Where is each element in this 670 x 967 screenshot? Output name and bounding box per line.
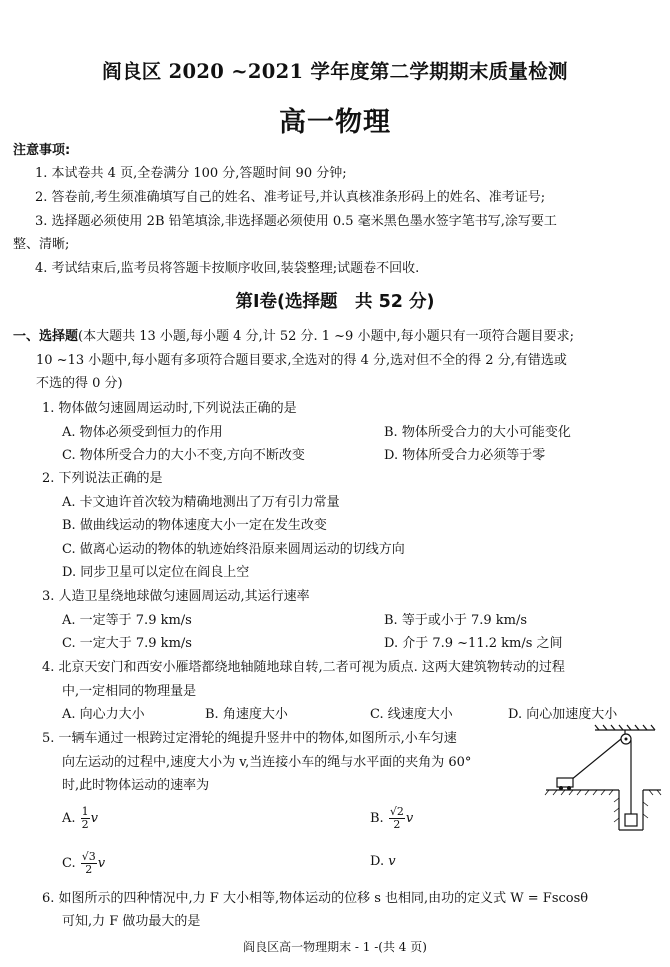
q5-figure-pulley-shaft — [543, 722, 663, 832]
q5-option-c: C. $\frac{√3}{2}$ v — [62, 850, 106, 876]
q4-option-d: D. 向心加速度大小 — [508, 707, 618, 722]
q1-option-c: C. 物体所受合力的大小不变,方向不断改变 — [62, 448, 305, 463]
q5-option-d: D. v — [370, 854, 396, 869]
cart-wheel-right — [567, 786, 571, 790]
q2-option-b: B. 做曲线运动的物体速度大小一定在发生改变 — [62, 518, 327, 533]
q4-stem-cont: 中,一定相同的物理量是 — [62, 684, 197, 699]
q3-stem: 3. 人造卫星绕地球做匀速圆周运动,其运行速率 — [42, 589, 310, 604]
hoisted-object — [625, 814, 637, 826]
q1-option-a: A. 物体必须受到恒力的作用 — [62, 425, 223, 440]
notice-heading: 注意事项: — [13, 143, 71, 158]
section-heading: 第Ⅰ卷(选择题 共 52 分) — [235, 292, 435, 312]
q4-option-b: B. 角速度大小 — [205, 707, 288, 722]
q2-option-a: A. 卡文迪许首次较为精确地测出了万有引力常量 — [62, 495, 340, 510]
notice-item-4: 4. 考试结束后,监考员将答题卡按顺序收回,装袋整理;试题卷不回收. — [35, 261, 420, 276]
notice-item-3: 3. 选择题必须使用 2B 铅笔填涂,非选择题必须使用 0.5 毫米黑色墨水签字笔书写,涂写要工 — [35, 214, 557, 229]
q3-option-c: C. 一定大于 7.9 km/s — [62, 636, 192, 651]
q5-option-b-fraction: $\frac{√2}{2}$ — [389, 805, 404, 831]
q1-stem: 1. 物体做匀速圆周运动时,下列说法正确的是 — [42, 401, 297, 416]
q1-option-b: B. 物体所受合力的大小可能变化 — [384, 425, 571, 440]
part-intro-line-3: 不选的得 0 分) — [36, 376, 123, 391]
q3-option-d: D. 介于 7.9 ~11.2 km/s 之间 — [384, 636, 563, 651]
q5-option-a-fraction: $\frac{1}{2}$ — [81, 805, 89, 831]
cart-wheel-left — [559, 786, 563, 790]
notice-item-3-cont: 整、清晰; — [13, 237, 70, 252]
q3-option-b: B. 等于或小于 7.9 km/s — [384, 613, 528, 628]
q4-stem: 4. 北京天安门和西安小雁塔都绕地轴随地球自转,二者可视为质点. 这两大建筑物转动的过程 — [42, 660, 565, 675]
q5-option-c-fraction: $\frac{√3}{2}$ — [81, 850, 96, 876]
part-intro-line-2: 10 ~13 小题中,每小题有多项符合题目要求,全选对的得 4 分,选对但不全的得 2 分,有错选或 — [36, 353, 567, 368]
subject-title: 高一物理 — [279, 107, 391, 138]
part-intro-text: (本大题共 13 小题,每小题 4 分,计 52 分. 1 ~9 小题中,每小题只有一项符合题目要求; — [78, 329, 574, 344]
notice-item-2: 2. 答卷前,考生须准确填写自己的姓名、准考证号,并认真核准条形码上的姓名、准考证号; — [35, 190, 546, 205]
q6-stem-cont: 可知,力 F 做功最大的是 — [62, 914, 201, 929]
q5-stem-cont-2: 时,此时物体运动的速率为 — [62, 778, 210, 793]
q4-option-c: C. 线速度大小 — [370, 707, 453, 722]
q2-option-d: D. 同步卫星可以定位在阎良上空 — [62, 565, 250, 580]
q5-option-b: B. $\frac{√2}{2}$ v — [370, 805, 414, 831]
cart — [557, 778, 573, 787]
exam-title: 阎良区 2020 ~2021 学年度第二学期期末质量检测 — [102, 60, 568, 83]
q2-option-c: C. 做离心运动的物体的轨迹始终沿原来圆周运动的切线方向 — [62, 542, 405, 557]
part-title: 一、选择题 — [13, 329, 79, 344]
q5-stem-cont-1: 向左运动的过程中,速度大小为 v,当连接小车的绳与水平面的夹角为 60° — [62, 755, 472, 770]
q1-option-d: D. 物体所受合力必须等于零 — [384, 448, 546, 463]
q5-stem: 5. 一辆车通过一根跨过定滑轮的绳提升竖井中的物体,如图所示,小车匀速 — [42, 731, 457, 746]
page-footer: 阎良区高一物理期末 - 1 -(共 4 页) — [243, 940, 427, 954]
q6-stem: 6. 如图所示的四种情况中,力 F 大小相等,物体运动的位移 s 也相同,由功的定义式 W = Fscosθ — [42, 891, 589, 906]
q3-option-a: A. 一定等于 7.9 km/s — [62, 613, 192, 628]
q2-stem: 2. 下列说法正确的是 — [42, 471, 163, 486]
q4-option-a: A. 向心力大小 — [62, 707, 145, 722]
rope-incline — [571, 739, 621, 780]
notice-item-1: 1. 本试卷共 4 页,全卷满分 100 分,答题时间 90 分钟; — [35, 166, 347, 181]
part-intro-line-1 — [13, 325, 574, 344]
q5-option-a: A. $\frac{1}{2}$ v — [62, 805, 99, 831]
